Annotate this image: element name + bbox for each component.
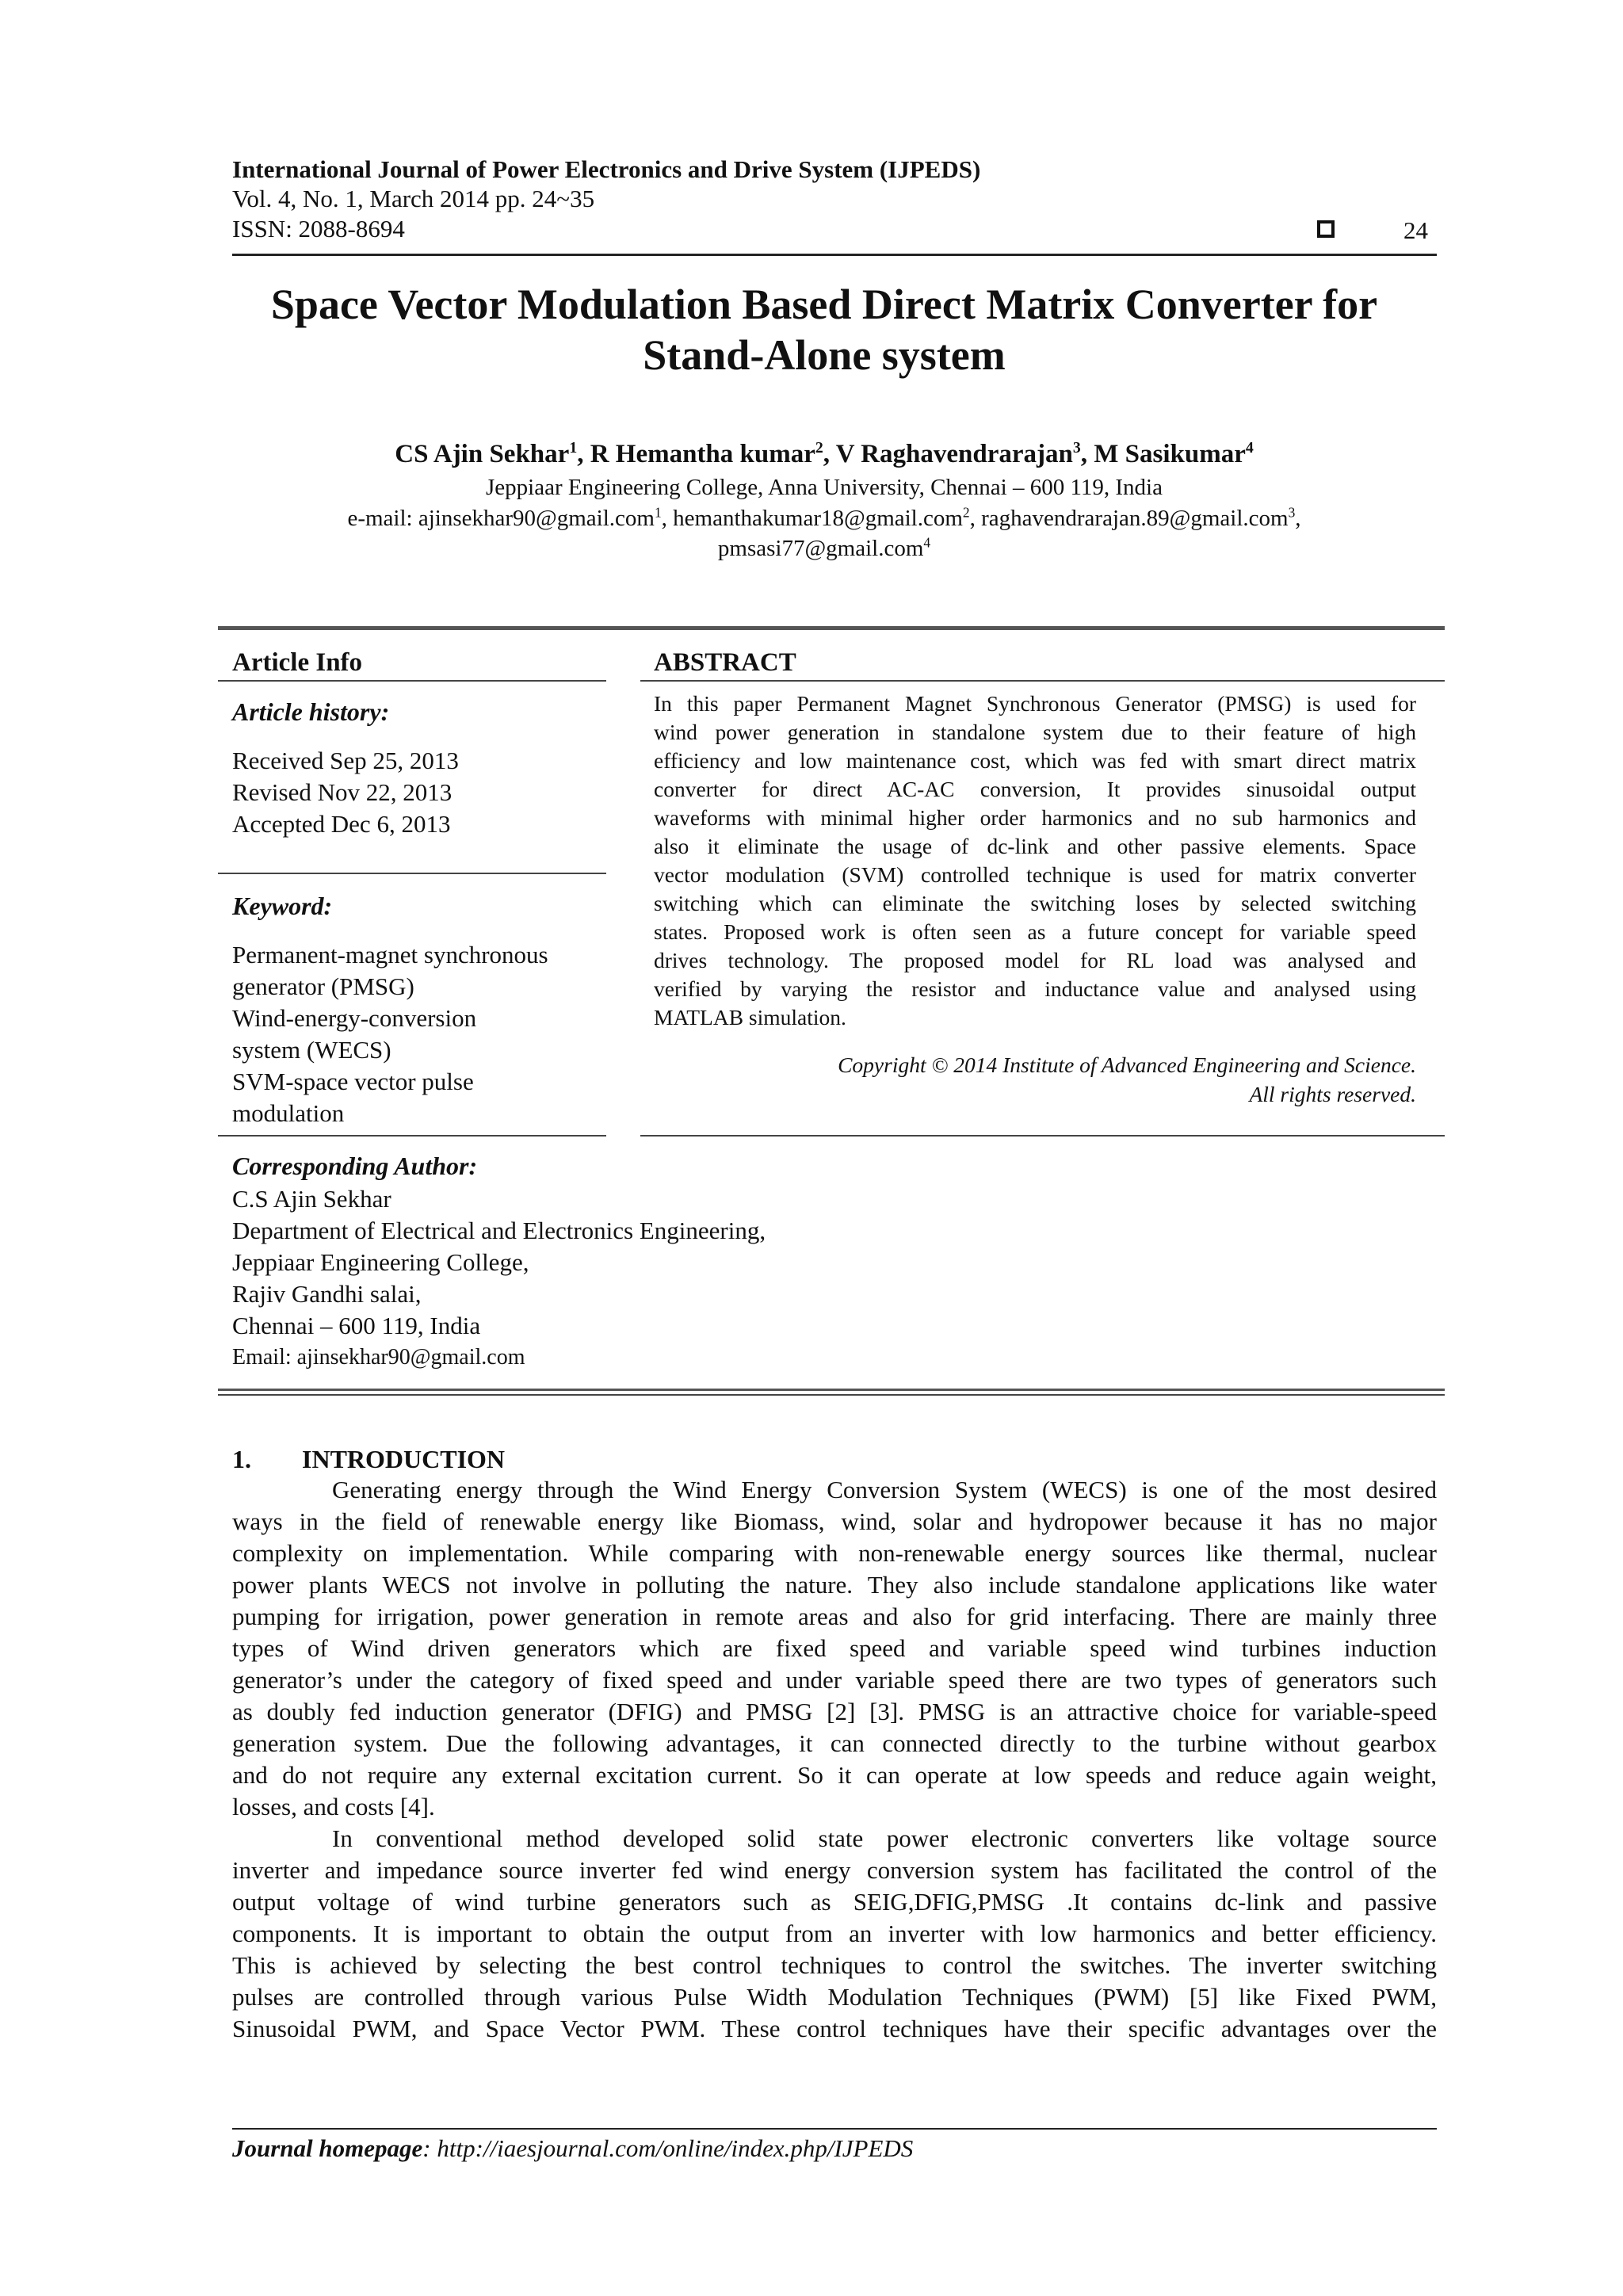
author-list <box>206 440 1442 469</box>
title-line-2: Stand-Alone system <box>643 331 1006 379</box>
author-name: CS Ajin Sekhar <box>395 440 570 468</box>
page-number: 24 <box>1403 216 1428 244</box>
abstract-line: converter for direct AC-AC conversion, It provides sinusoidal output <box>654 777 1416 801</box>
revised-date: Revised Nov 22, 2013 <box>232 778 453 806</box>
keyword-line: Permanent-magnet synchronous <box>232 941 548 968</box>
corresponding-author <box>232 1183 766 1373</box>
footer-divider <box>232 2128 1437 2130</box>
homepage-link[interactable]: : http://iaesjournal.com/online/index.php/IJPEDS <box>422 2134 914 2162</box>
keyword-line: system (WECS) <box>232 1036 391 1064</box>
body-line: Generating energy through the Wind Energy Conversion System (WECS) is one of the most desired <box>332 1476 1437 1503</box>
article-info-rule <box>218 680 606 682</box>
info-box-bottom-rule <box>218 1389 1445 1391</box>
section-heading-introduction <box>232 1445 505 1474</box>
abstract-line: waveforms with minimal higher order harmonics and no sub harmonics and <box>654 805 1416 830</box>
body-line: power plants WECS not involve in polluting the nature. They also include standalone applications like water <box>232 1571 1437 1599</box>
body-line: as doubly fed induction generator (DFIG) and PMSG [2] [3]. PMSG is an attractive choice for variable-speed <box>232 1698 1437 1725</box>
abstract-line: states. Proposed work is often seen as a future concept for variable speed <box>654 919 1416 944</box>
author-affiliation: Jeppiaar Engineering College, Anna University, Chennai – 600 119, India <box>486 475 1163 500</box>
author-email[interactable]: ajinsekhar90@gmail.com <box>418 506 655 531</box>
journal-issn: ISSN: 2088-8694 <box>232 215 405 243</box>
author-separator: , <box>1080 440 1094 468</box>
author-separator: , <box>661 506 674 531</box>
body-line: and do not require any external excitation current. So it can operate at low speeds and reduce again weight, <box>232 1761 1437 1789</box>
body-line: In conventional method developed solid state power electronic converters like voltage source <box>332 1824 1437 1852</box>
title-line-1: Space Vector Modulation Based Direct Matrix Converter for <box>270 281 1378 328</box>
keyword-rule <box>218 1135 606 1137</box>
journal-name: International Journal of Power Electronics and Drive System (IJPEDS) <box>232 155 981 183</box>
author-index: 2 <box>815 439 823 457</box>
abstract-line: wind power generation in standalone system due to their feature of high <box>654 720 1416 744</box>
body-line: inverter and impedance source inverter fed wind energy conversion system has facilitated the control of the <box>232 1856 1437 1884</box>
author-email[interactable]: hemanthakumar18@gmail.com <box>673 506 963 531</box>
accepted-date: Accepted Dec 6, 2013 <box>232 810 451 838</box>
author-separator: , <box>969 506 982 531</box>
abstract-line: vector modulation (SVM) controlled technique is used for matrix converter <box>654 862 1416 887</box>
header-divider <box>232 254 1437 256</box>
abstract-text <box>654 690 1416 1032</box>
copyright-line-1: Copyright © 2014 Institute of Advanced Engineering and Science. <box>838 1052 1416 1077</box>
article-history <box>232 745 459 840</box>
body-line: output voltage of wind turbine generators such as SEIG,DFIG,PMSG .It contains dc-link and passive <box>232 1888 1437 1916</box>
author-index: 1 <box>654 504 662 521</box>
corresponding-line: Department of Electrical and Electronics Engineering, <box>232 1217 766 1244</box>
author-name: V Raghavendrarajan <box>835 440 1073 468</box>
abstract-line: drives technology. The proposed model for RL load was analysed and <box>654 948 1416 972</box>
abstract-line: MATLAB simulation. <box>654 1005 846 1030</box>
history-heading: Article history: <box>232 697 390 726</box>
body-line: types of Wind driven generators which are fixed speed and variable speed wind turbines induction <box>232 1634 1437 1662</box>
journal-volume: Vol. 4, No. 1, March 2014 pp. 24~35 <box>232 185 595 212</box>
author-email[interactable]: pmsasi77@gmail.com <box>717 536 924 561</box>
body-line: complexity on implementation. While comparing with non-renewable energy sources like thermal, nuclear <box>232 1539 1437 1567</box>
corresponding-line: Chennai – 600 119, India <box>232 1312 481 1339</box>
abstract-rule <box>640 680 1445 682</box>
email-prefix: e-mail: <box>347 506 418 531</box>
copyright-line-2: All rights reserved. <box>1249 1082 1416 1106</box>
received-date: Received Sep 25, 2013 <box>232 747 459 774</box>
article-info-heading: Article Info <box>232 648 363 677</box>
abstract-heading: ABSTRACT <box>654 648 796 677</box>
body-line: Sinusoidal PWM, and Space Vector PWM. These control techniques have their specific advantages over the <box>232 2015 1437 2042</box>
copyright-notice <box>654 1050 1416 1109</box>
abstract-line: In this paper Permanent Magnet Synchronous Generator (PMSG) is used for <box>654 691 1416 716</box>
info-box-top-rule <box>218 626 1445 630</box>
author-index: 4 <box>923 534 931 551</box>
keyword-list <box>232 939 548 1129</box>
body-line: components. It is important to obtain the output from an inverter with low harmonics and better efficiency. <box>232 1920 1437 1947</box>
abstract-line: verified by varying the resistor and inductance value and analysed using <box>654 976 1416 1001</box>
author-email[interactable]: raghavendrarajan.89@gmail.com <box>981 506 1289 531</box>
corresponding-email[interactable]: Email: ajinsekhar90@gmail.com <box>232 1345 525 1370</box>
keyword-line: SVM-space vector pulse <box>232 1068 474 1095</box>
corresponding-line: Jeppiaar Engineering College, <box>232 1248 529 1276</box>
keyword-line: Wind-energy-conversion <box>232 1004 477 1032</box>
introduction-body <box>232 1474 1437 2045</box>
body-line: This is achieved by selecting the best control techniques to control the switches. The inverter switching <box>232 1951 1437 1979</box>
author-index: 2 <box>962 504 970 521</box>
section-number: 1. <box>232 1445 251 1473</box>
corresponding-line: C.S Ajin Sekhar <box>232 1185 391 1213</box>
homepage-label: Journal homepage <box>232 2134 423 2162</box>
author-separator: , <box>823 440 836 468</box>
journal-homepage <box>232 2134 913 2163</box>
author-separator: , <box>577 440 590 468</box>
paper-title <box>206 279 1442 380</box>
keyword-heading: Keyword: <box>232 892 333 920</box>
keyword-line: modulation <box>232 1099 345 1127</box>
body-line: pumping for irrigation, power generation in remote areas and also for grid interfacing. There are mainly three <box>232 1603 1437 1630</box>
body-line: generation system. Due the following advantages, it can connected directly to the turbine without gearbox <box>232 1729 1437 1757</box>
history-rule <box>218 873 606 874</box>
author-index: 4 <box>1245 439 1254 457</box>
author-index: 3 <box>1072 439 1081 457</box>
author-index: 1 <box>569 439 578 457</box>
author-emails: e-mail: ajinsekhar90@gmail.com$^1$, hemanthakumar18@gmail.com$^2$, raghavendrarajan.89@gmail.com$^3$, pmsasi77@gmail.com$^4$ <box>347 504 1301 561</box>
corresponding-heading: Corresponding Author: <box>232 1152 478 1180</box>
author-index: 3 <box>1288 504 1296 521</box>
author-name: R Hemantha kumar <box>590 440 815 468</box>
abstract-line: also it eliminate the usage of dc-link and other passive elements. Space <box>654 834 1416 858</box>
section-title: INTRODUCTION <box>302 1445 506 1473</box>
abstract-bottom-rule <box>640 1135 1445 1137</box>
author-name: M Sasikumar <box>1094 440 1246 468</box>
abstract-line: efficiency and low maintenance cost, which was fed with smart direct matrix <box>654 748 1416 773</box>
keyword-line: generator (PMSG) <box>232 972 414 1000</box>
body-line: pulses are controlled through various Pulse Width Modulation Techniques (PWM) [5] like Fixed PWM, <box>232 1983 1437 2011</box>
corresponding-line: Rajiv Gandhi salai, <box>232 1280 422 1308</box>
info-box-bottom-rule-2 <box>218 1394 1445 1396</box>
abstract-line: switching which can eliminate the switching loses by selected switching <box>654 891 1416 915</box>
body-line: ways in the field of renewable energy like Biomass, wind, solar and hydropower because it has no major <box>232 1507 1437 1535</box>
body-line: losses, and costs [4]. <box>232 1793 435 1820</box>
checkbox-square-icon <box>1317 220 1335 238</box>
body-line: generator’s under the category of fixed speed and under variable speed there are two types of generators such <box>232 1666 1437 1694</box>
